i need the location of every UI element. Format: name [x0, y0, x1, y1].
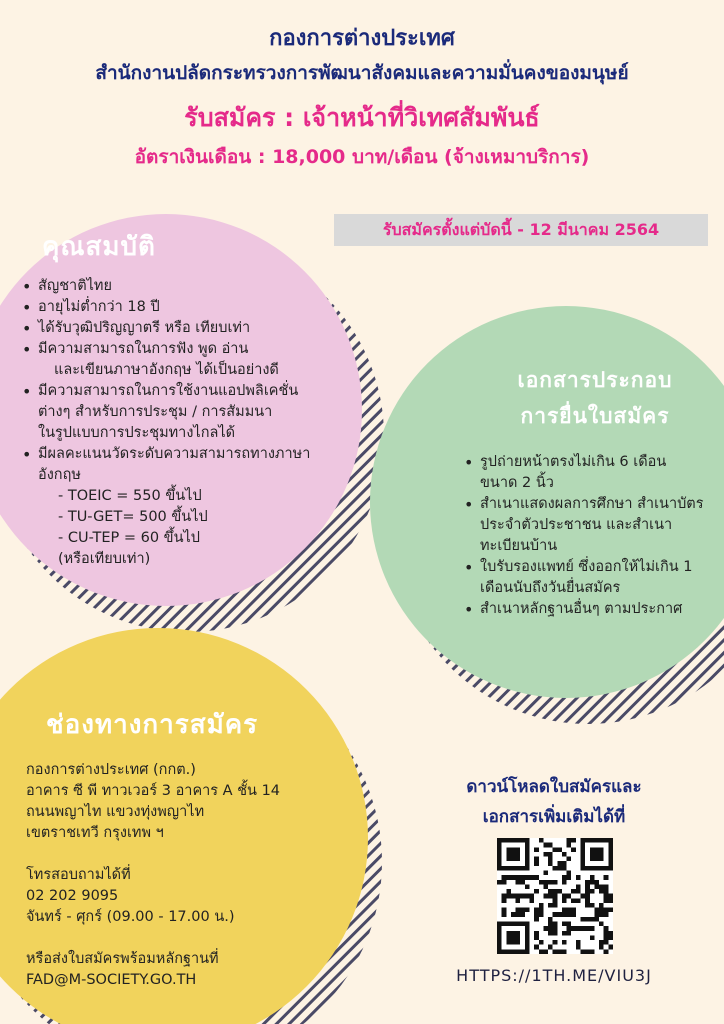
- apply-heading: ช่องทางการสมัคร: [46, 710, 259, 740]
- list-item-continuation: ในรูปแบบการประชุมทางไกลได้: [38, 425, 236, 441]
- list-item: • สำเนาแสดงผลการศึกษา สำเนาบัตรประจำตัวประชาชน และสำเนาทะเบียนบ้าน: [464, 494, 704, 557]
- documents-heading: [470, 362, 720, 434]
- list-item-text: มีความสามารถในการฟัง พูด อ่าน: [38, 341, 249, 357]
- score-item-cutep: - CU-TEP = 60 ขึ้นไป: [58, 530, 200, 546]
- list-item: • สัญชาติไทย: [22, 276, 332, 297]
- org-subtitle: สำนักงานปลัดกระทรวงการพัฒนาสังคมและความมั่นคงของมนุษย์: [95, 62, 629, 84]
- list-item-text: มีความสามารถในการใช้งานแอปพลิเคชั่น ต่างๆ สำหรับการประชุม / การสัมมนา: [38, 383, 299, 420]
- list-item: [22, 381, 332, 444]
- office-hours: จันทร์ - ศุกร์ (09.00 - 17.00 น.): [26, 909, 235, 925]
- download-heading: [432, 772, 676, 832]
- documents-list: [464, 452, 704, 620]
- position-title: รับสมัคร : เจ้าหน้าที่วิเทศสัมพันธ์: [184, 103, 540, 132]
- address-line: เขตราชเทวี กรุงเทพ ฯ: [26, 825, 164, 841]
- documents-heading-line2: การยื่นใบสมัคร: [520, 404, 670, 428]
- equivalent-note: (หรือเทียบเท่า): [58, 551, 151, 567]
- score-item-toeic: - TOEIC = 550 ขึ้นไป: [58, 488, 202, 504]
- documents-heading-line1: เอกสารประกอบ: [517, 368, 673, 392]
- qr-code-icon[interactable]: [497, 838, 613, 954]
- address-line: อาคาร ซี พี ทาวเวอร์ 3 อาคาร A ชั้น 14: [26, 783, 281, 799]
- download-heading-line1: ดาวน์โหลดใบสมัครและ: [466, 777, 642, 797]
- list-item-continuation: และเขียนภาษาอังกฤษ ได้เป็นอย่างดี: [54, 362, 279, 378]
- email-label: หรือส่งใบสมัครพร้อมหลักฐานที่: [26, 951, 219, 967]
- list-item: • สำเนาหลักฐานอื่นๆ ตามประกาศ: [464, 599, 704, 620]
- list-item: • ใบรับรองแพทย์ ซึ่งออกให้ไม่เกิน 1 เดือนนับถึงวันยื่นสมัคร: [464, 557, 704, 599]
- list-item: [22, 339, 332, 381]
- email-address: FAD@M-SOCIETY.GO.TH: [26, 972, 197, 988]
- list-item: • รูปถ่ายหน้าตรงไม่เกิน 6 เดือน ขนาด 2 นิ้ว: [464, 452, 704, 494]
- phone-number: 02 202 9095: [26, 888, 119, 904]
- score-item-tuget: - TU-GET= 500 ขึ้นไป: [58, 509, 208, 525]
- phone-label: โทรสอบถามได้ที่: [26, 867, 131, 883]
- deadline-banner: รับสมัครตั้งแต่บัดนี้ - 12 มีนาคม 2564: [334, 214, 708, 246]
- qualifications-list: [22, 276, 332, 570]
- salary-text: อัตราเงินเดือน : 18,000 บาท/เดือน (จ้างเหมาบริการ): [134, 146, 590, 168]
- qualifications-heading: คุณสมบัติ: [42, 232, 156, 262]
- address-line: ถนนพญาไท แขวงทุ่งพญาไท: [26, 804, 205, 820]
- address-line: กองการต่างประเทศ (กกต.): [26, 762, 196, 778]
- org-title: กองการต่างประเทศ: [269, 26, 455, 51]
- download-heading-line2: เอกสารเพิ่มเติมได้ที่: [482, 807, 626, 827]
- download-url[interactable]: HTTPS://1TH.ME/VIU3J: [456, 966, 652, 985]
- list-item: • อายุไม่ต่ำกว่า 18 ปี: [22, 297, 332, 318]
- list-item: • ได้รับวุฒิปริญญาตรี หรือ เทียบเท่า: [22, 318, 332, 339]
- list-item: • มีผลคะแนนวัดระดับความสามารถทางภาษาอังกฤษ: [22, 444, 332, 486]
- apply-details: [26, 760, 366, 991]
